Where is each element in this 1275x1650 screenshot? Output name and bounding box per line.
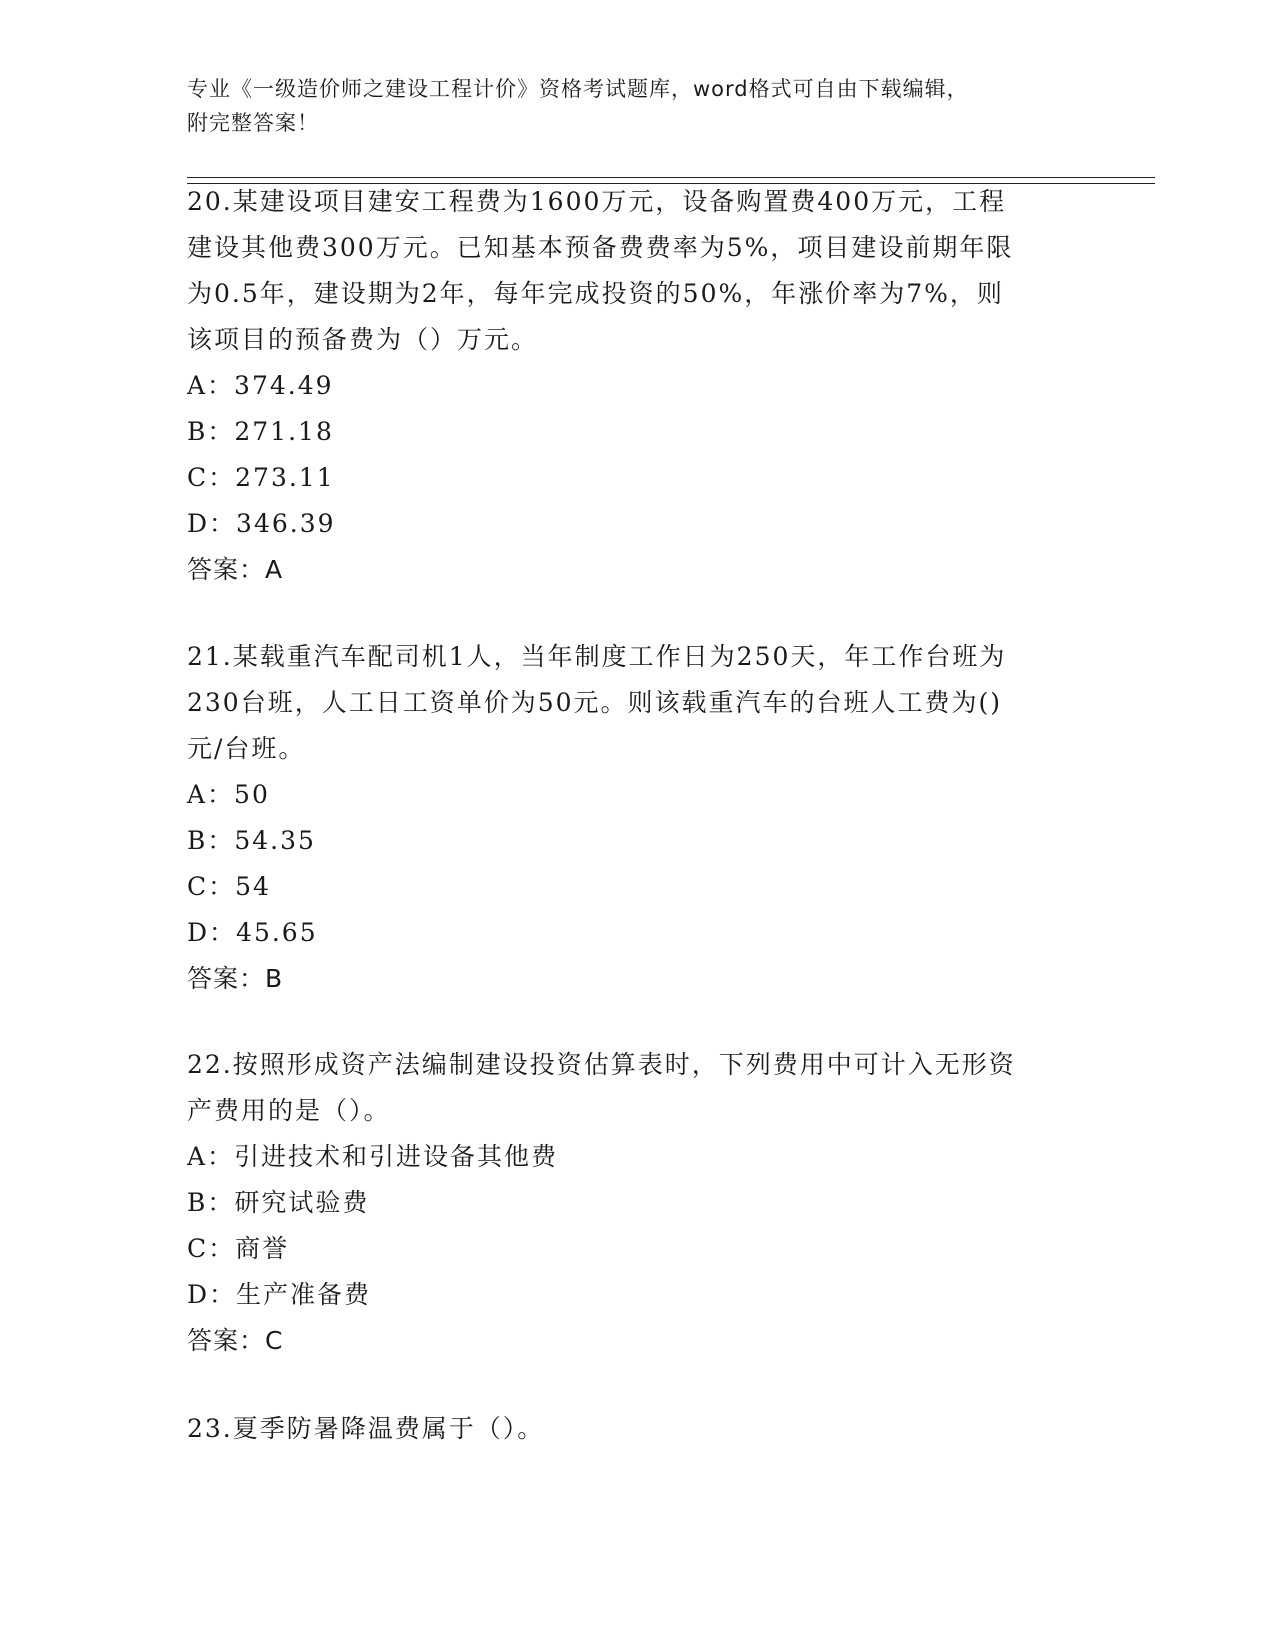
option-c: C：273.11 xyxy=(187,463,335,492)
question-21 xyxy=(187,634,1077,1002)
option-c: C：商誉 xyxy=(187,1234,290,1263)
option-a: A：50 xyxy=(187,780,270,809)
question-stem-line: 元/台班。 xyxy=(187,734,306,763)
question-stem-line: 20.某建设项目建安工程费为1600万元，设备购置费400万元，工程 xyxy=(187,187,1007,216)
question-22 xyxy=(187,1042,1077,1364)
answer-label: 答案：A xyxy=(187,555,284,584)
question-23 xyxy=(187,1406,1077,1452)
answer-label: 答案：C xyxy=(187,1326,284,1355)
option-b: B：研究试验费 xyxy=(187,1188,370,1217)
question-stem-line: 21.某载重汽车配司机1人，当年制度工作日为250天，年工作台班为 xyxy=(187,642,1007,671)
option-d: D：346.39 xyxy=(187,509,336,538)
question-stem-line: 产费用的是（）。 xyxy=(187,1096,391,1125)
header-line-1: 专业《一级造价师之建设工程计价》资格考试题库，word格式可自由下载编辑， xyxy=(187,77,969,101)
question-stem-line: 23.夏季防暑降温费属于（）。 xyxy=(187,1414,545,1443)
option-a: A：引进技术和引进设备其他费 xyxy=(187,1142,559,1171)
option-b: B：54.35 xyxy=(187,826,316,855)
option-d: D：生产准备费 xyxy=(187,1280,372,1309)
option-c: C：54 xyxy=(187,872,271,901)
question-stem-line: 该项目的预备费为（）万元。 xyxy=(187,325,539,354)
question-stem-line: 22.按照形成资产法编制建设投资估算表时，下列费用中可计入无形资 xyxy=(187,1050,1016,1079)
document-header xyxy=(187,72,1087,140)
question-stem-line: 230台班，人工日工资单价为50元。则该载重汽车的台班人工费为() xyxy=(187,688,1003,717)
question-stem-line: 建设其他费300万元。已知基本预备费费率为5%，项目建设前期年限 xyxy=(187,233,1014,262)
option-a: A：374.49 xyxy=(187,371,334,400)
header-line-2: 附完整答案！ xyxy=(187,111,319,135)
header-divider-top xyxy=(187,177,1155,178)
option-d: D：45.65 xyxy=(187,918,318,947)
question-20 xyxy=(187,179,1077,593)
answer-label: 答案：B xyxy=(187,964,284,993)
question-stem-line: 为0.5年，建设期为2年，每年完成投资的50%，年涨价率为7%，则 xyxy=(187,279,1004,308)
option-b: B：271.18 xyxy=(187,417,334,446)
